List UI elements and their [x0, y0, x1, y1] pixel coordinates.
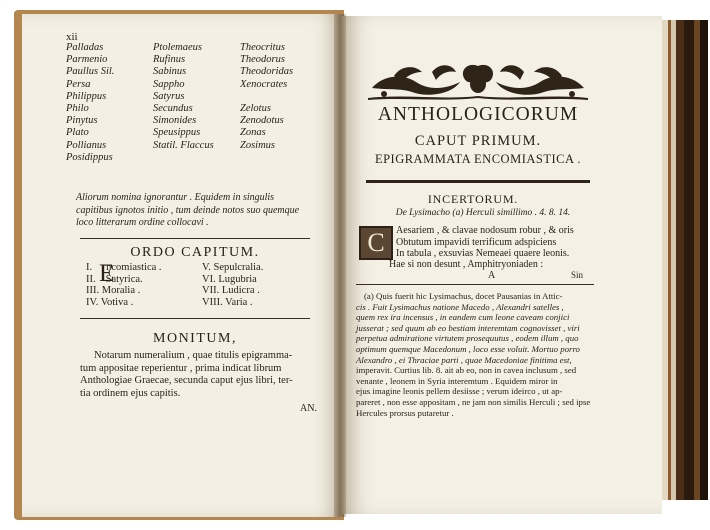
commentary-line: optimum quemque Macedonum , loco esse voluit. Mortuo porro	[356, 343, 580, 354]
author-name: Paullus Sil.	[66, 66, 115, 78]
author-name: Palladas	[66, 42, 104, 53]
author-name: Theocritus	[240, 42, 285, 53]
book-gutter	[334, 14, 346, 517]
commentary-line: (a) Quis fuerit hic Lysimachus, docet Pausanias in Attic-	[364, 291, 563, 301]
catchword-right: Sin	[571, 270, 584, 280]
divider-rule	[80, 318, 310, 319]
author-index	[66, 42, 320, 164]
author-name: Sappho	[153, 78, 185, 90]
chapter-title: ncomiastica .	[106, 262, 162, 273]
author-name	[240, 91, 320, 103]
author-name: Persa	[66, 78, 91, 90]
author-name: Pinytus	[66, 115, 98, 127]
author-name: Sabinus	[153, 66, 187, 78]
author-row	[66, 140, 320, 152]
epigram-dedication: De Lysimacho (a) Herculi simillimo . 4. 8. 14.	[395, 208, 571, 218]
monitum-line: tum appositae reperientur , prima indicat librum	[80, 362, 282, 374]
commentary-line: Alexandro , ei Thraciae parti , quae Macedoniae finitima est,	[356, 354, 572, 365]
author-name: Parmenio	[66, 54, 108, 66]
signature-mark: A	[488, 270, 496, 281]
drop-cap-c: C	[359, 226, 393, 260]
thick-divider-rule	[366, 180, 590, 183]
note-line: loco litterarum ordine collocavi .	[76, 217, 209, 228]
epigram-verses	[396, 225, 574, 260]
chapter-row	[86, 285, 302, 297]
monitum-line: tia ordinem ejus capitis.	[80, 387, 181, 399]
floral-ornament-icon	[364, 60, 592, 102]
author-row	[66, 66, 320, 78]
catchword-left: AN.	[300, 403, 317, 414]
author-row	[66, 91, 320, 103]
author-name: Pollianus	[66, 139, 107, 151]
author-name: Simonides	[153, 115, 197, 127]
author-name	[240, 152, 320, 164]
section-heading: INCERTORUM.	[427, 192, 519, 206]
commentary-line: perpetua admiratione virtutem prosequutus , eodem illum , quo	[356, 333, 579, 344]
commentary-line: cis . Fuit Lysimachus natione Macedo , Alexandri satelles ,	[356, 301, 564, 312]
monitum-heading: MONITUM,	[153, 331, 237, 346]
author-name: Speusippus	[153, 127, 201, 139]
page-number: xii	[66, 31, 78, 43]
author-name: Statil. Flaccus	[153, 139, 214, 151]
chapter-row	[86, 297, 302, 309]
author-name: Theodorus	[240, 54, 285, 66]
monitum-text	[80, 350, 318, 400]
verse-line: Aesariem , & clavae nodosum robur , & oris	[396, 225, 574, 236]
chapter-row	[86, 262, 302, 274]
verse-line: In tabula , exsuvias Nemeaei quaere leonis.	[396, 248, 570, 259]
chapter-numeral: I.	[86, 262, 93, 273]
chapter-numeral: II.	[86, 273, 96, 285]
author-row	[66, 54, 320, 66]
chapter-title: IV. Votiva .	[86, 296, 134, 308]
author-name: Zonas	[240, 127, 266, 139]
commentary-line: jusserat ; sed quum ab eo bestiam interemtam cognovisset , viri	[356, 322, 580, 333]
commentary-line: quem rex ira incensus , in eandem cum leone caveam conjici	[356, 312, 570, 323]
note-line: capitibus ignotos initio , tum deinde notos suo quemque	[76, 204, 300, 216]
chapter-list	[86, 262, 302, 308]
author-row	[66, 103, 320, 115]
drop-letter-e: E	[99, 260, 115, 287]
book-title: ANTHOLOGICORUM	[377, 104, 579, 125]
author-row	[66, 152, 320, 164]
divider-rule	[356, 284, 594, 285]
commentary-note	[356, 291, 592, 418]
author-row	[66, 42, 320, 54]
chapter-title: VI. Lugubria	[202, 273, 257, 285]
divider-rule	[80, 238, 310, 239]
commentary-line: Hercules prorsus putaretur .	[356, 407, 454, 418]
monitum-line: Anthologiae Graecae, secunda caput ejus libri, ter-	[80, 375, 293, 387]
author-name: Secundus	[153, 102, 193, 114]
author-name: Zosimus	[240, 139, 276, 151]
index-note	[76, 192, 314, 230]
author-name	[153, 152, 240, 164]
page-edges-right	[660, 20, 708, 500]
commentary-line: pareret , non esse appositam , ne jam non similis Herculi ; sed ipse	[356, 396, 591, 407]
author-name: Zenodotus	[240, 115, 284, 127]
chapter-row	[86, 274, 302, 286]
author-row	[66, 127, 320, 139]
verse-line: Obtutum impavidi terrificum adspiciens	[396, 236, 557, 248]
author-name: Philippus	[66, 90, 107, 102]
commentary-line: ejus imagine leonis pellem desiisse ; verum ideirco , ut ap-	[356, 386, 563, 397]
note-line: Aliorum nomina ignorantur . Equidem in singulis	[76, 192, 275, 203]
chapter-title: VII. Ludicra .	[202, 285, 260, 296]
chapter-title: Satyrica.	[105, 273, 143, 285]
monitum-line: Notarum numeralium , quae titulis epigramma-	[94, 350, 293, 361]
author-name: Zelotus	[240, 102, 271, 114]
author-name: Xenocrates	[240, 78, 288, 90]
verse-line: Hae si non desunt , Amphitryoniaden :	[389, 259, 544, 270]
commentary-line: imperavit. Curtius lib. 8. ait ab eo, non in cavea inclusum , sed	[356, 365, 577, 376]
author-name: Rufinus	[153, 54, 186, 66]
author-name: Posidippus	[66, 151, 113, 163]
author-name: Ptolemaeus	[153, 42, 202, 53]
author-name: Plato	[66, 127, 89, 139]
ordo-heading: ORDO CAPITUM.	[130, 245, 260, 260]
chapter-subtitle: EPIGRAMMATA ENCOMIASTICA .	[374, 152, 582, 166]
author-row	[66, 79, 320, 91]
author-row	[66, 115, 320, 127]
chapter-heading: CAPUT PRIMUM.	[414, 133, 542, 149]
author-name: Theodoridas	[240, 66, 294, 78]
chapter-title: V. Sepulcralia.	[202, 262, 264, 273]
author-name: Philo	[66, 102, 89, 114]
chapter-title: VIII. Varia .	[202, 296, 253, 308]
chapter-title: III. Moralia .	[86, 285, 141, 296]
author-name: Satyrus	[153, 90, 185, 102]
commentary-line: venante , leonem in Syria interemtum . Equidem miror in	[356, 375, 558, 386]
